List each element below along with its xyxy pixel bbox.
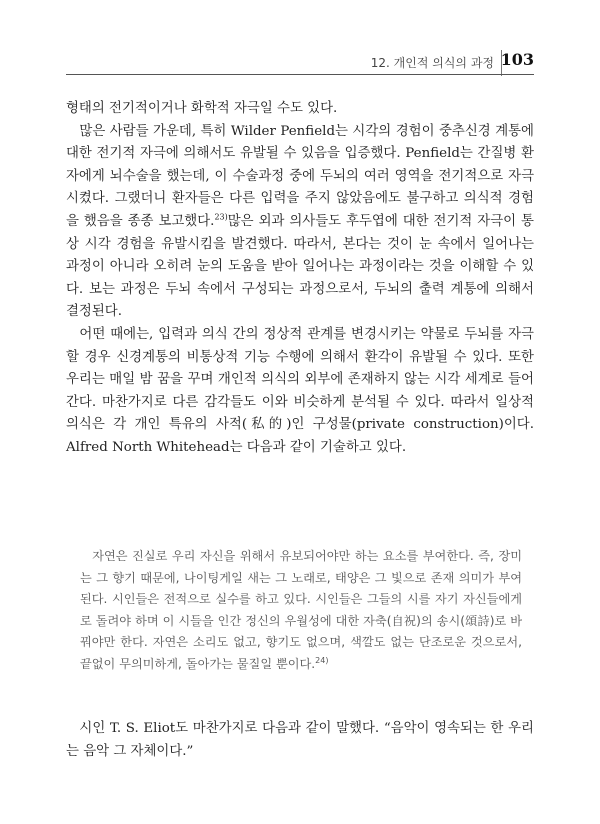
- footnote-ref: 23): [214, 212, 228, 222]
- footnote-ref: 24): [315, 655, 329, 665]
- paragraph: [66, 121, 534, 324]
- paragraph: 어떤 때에는, 입력과 의식 간의 정상적 관계를 변경시키는 약물로 두뇌를 자극할 경우 신경계통의 비통상적 기능 수행에 의해서 환각이 유발될 수 있다. 또한 우리는 매일 밤 꿈을 꾸며 개인적 의식의 외부에 존재하지 않는 시각 세계로 들어간다. 마찬가지로 다른 감각들도 이와 비슷하게 분석될 수 있다. 따라서 일상적 의식은 각 개인 특유의 사적(私的)인 구성물(private construction)이다. Alfred North Whitehead는 다음과 같이 기술하고 있다.: [66, 326, 534, 455]
- running-header: [66, 50, 534, 74]
- block-quote: [80, 546, 522, 675]
- header-rule: [66, 74, 534, 75]
- quote-text: 자연은 진실로 우리 자신을 위해서 유보되어야만 하는 요소를 부여한다. 즉, 장미는 그 향기 때문에, 나이팅게일 새는 그 노래로, 태양은 그 빛으로 존재 의미가 부여된다. 시인들은 전적으로 실수를 하고 있다. 시인들은 그들의 시를 자기 자신들에게로 돌려야 하며 이 시들을 인간 정신의 우월성에 대한 자축(自祝)의 송시(頌詩)로 바꿔야만 한다. 자연은 소리도 없고, 향기도 없으며, 색깔도 없는 단조로운 것으로서, 끝없이 무의미하게, 돌아가는 물질일 뿐이다.: [80, 549, 522, 671]
- chapter-title: 12. 개인적 의식의 과정: [370, 56, 494, 70]
- page-number: 103: [500, 50, 534, 69]
- paragraph-text: 많은 사람들 가운데, 특히 Wilder Penfield는 시각의 경험이 중추신경 계통에 대한 전기적 자극에 의해서도 유발될 수 있음을 입증했다. Penfield는 간질병 환자에게 뇌수술을 했는데, 이 수술과정 중에 두뇌의 여러 영역을 전기적으로 자극시켰다. 그랬더니 환자들은 다른 입력을 주지 않았음에도 불구하고 의식적 경험을 했음을 종종 보고했다.: [66, 123, 534, 229]
- paragraph: 형태의 전기적이거나 화학적 자극일 수도 있다.: [66, 101, 338, 116]
- body-text: [66, 98, 534, 460]
- closing-paragraph: 시인 T. S. Eliot도 마찬가지로 다음과 같이 말했다. “음악이 영속되는 한 우리는 음악 그 자체이다.”: [66, 721, 534, 759]
- paragraph-text: 많은 외과 의사들도 후두엽에 대한 전기적 자극이 통상 시각 경험을 유발시킴을 발견했다. 따라서, 본다는 것이 눈 속에서 일어나는 과정이 아니라 오히려 눈의 도움을 받아 일어나는 과정이라는 것을 이해할 수 있다. 보는 과정은 두뇌 속에서 구성되는 과정으로서, 두뇌의 출력 계통에 의해서 결정된다.: [66, 213, 534, 320]
